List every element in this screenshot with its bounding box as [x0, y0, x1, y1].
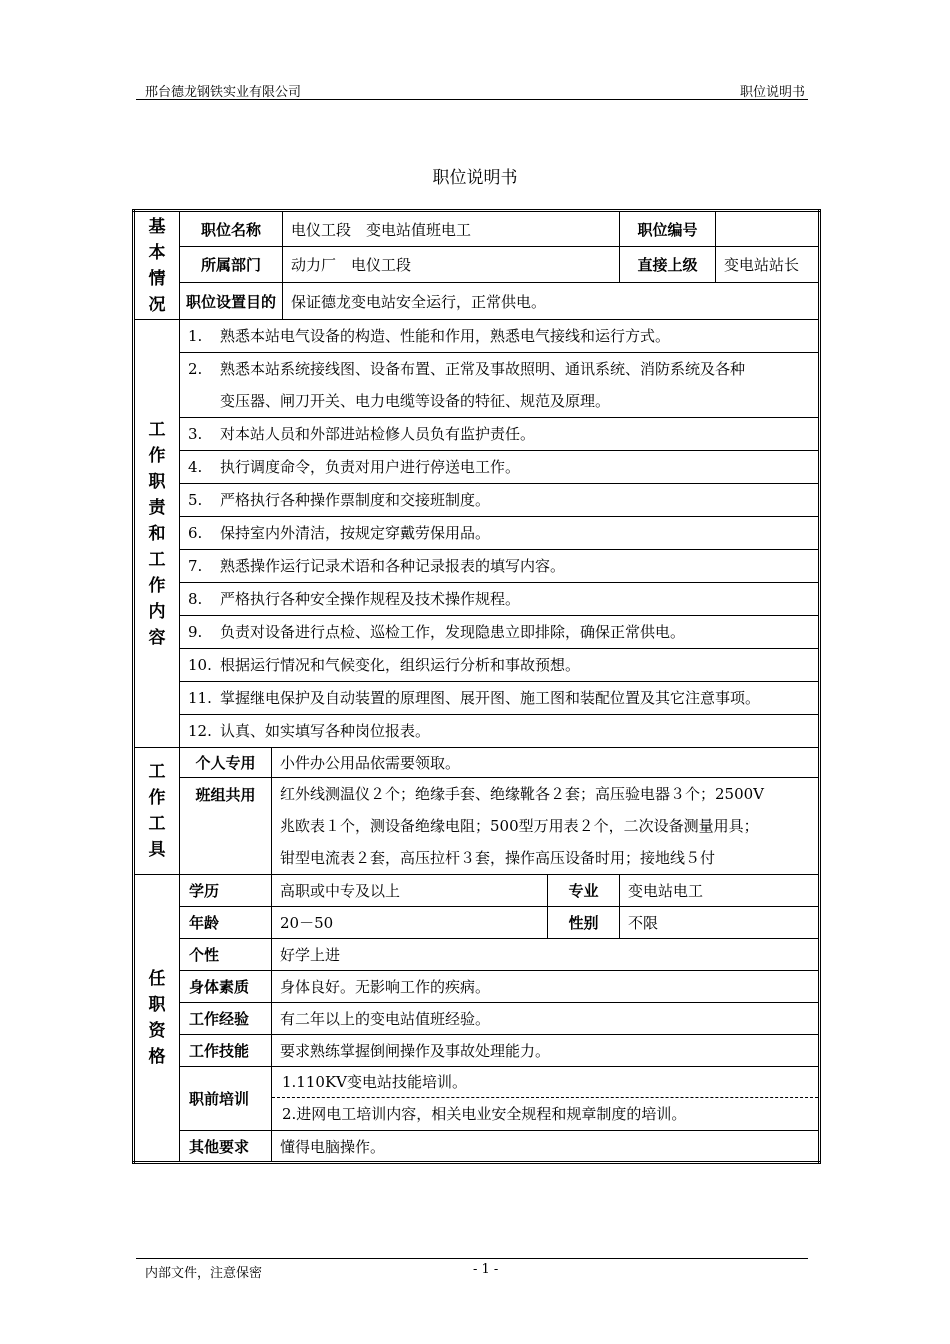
health-value: 身体良好。无影响工作的疾病。 [272, 971, 820, 1003]
duty-item: 9. 负责对设备进行点检、巡检工作，发现隐患立即排除，确保正常供电。 [180, 616, 820, 649]
superior-value: 变电站站长 [716, 247, 820, 283]
major-label: 专业 [548, 875, 620, 907]
duty-item: 4. 执行调度命令，负责对用户进行停送电工作。 [180, 451, 820, 484]
duty-item: 8. 严格执行各种安全操作规程及技术操作规程。 [180, 583, 820, 616]
training-value [272, 1067, 820, 1131]
personal-tools-label: 个人专用 [180, 748, 272, 778]
header-rule [136, 99, 808, 100]
major-value: 变电站电工 [620, 875, 820, 907]
page-number: - 1 - [473, 1262, 499, 1277]
duty-item: 7. 熟悉操作运行记录术语和各种记录报表的填写内容。 [180, 550, 820, 583]
section-basic: 基 本 情 况 [134, 211, 180, 320]
header-company: 邢台德龙钢铁实业有限公司 [145, 85, 302, 100]
section-qualifications: 任 职 资 格 [134, 875, 180, 1163]
health-label: 身体素质 [180, 971, 272, 1003]
skill-value: 要求熟练掌握倒闸操作及事故处理能力。 [272, 1035, 820, 1067]
age-label: 年龄 [180, 907, 272, 939]
document-title: 职位说明书 [432, 168, 518, 188]
superior-label: 直接上级 [620, 247, 716, 283]
footer-note: 内部文件，注意保密 [145, 1266, 263, 1281]
purpose-label: 职位设置目的 [180, 283, 283, 320]
footer-rule [136, 1258, 808, 1259]
education-value: 高职或中专及以上 [272, 875, 548, 907]
section-duties: 工 作 职 责 和 工 作 内 容 [134, 320, 180, 748]
job-no-value [716, 211, 820, 247]
personal-tools-value: 小件办公用品依需要领取。 [272, 748, 820, 778]
duty-item: 3. 对本站人员和外部进站检修人员负有监护责任。 [180, 418, 820, 451]
duty-item: 1. 熟悉本站电气设备的构造、性能和作用，熟悉电气接线和运行方式。 [180, 320, 820, 353]
experience-label: 工作经验 [180, 1003, 272, 1035]
dept-label: 所属部门 [180, 247, 283, 283]
duty-item: 12. 认真、如实填写各种岗位报表。 [180, 715, 820, 748]
gender-label: 性别 [548, 907, 620, 939]
personality-value: 好学上进 [272, 939, 820, 971]
purpose-value: 保证德龙变电站安全运行，正常供电。 [283, 283, 820, 320]
dept-value: 动力厂 电仪工段 [283, 247, 620, 283]
job-name-value: 电仪工段 变电站值班电工 [283, 211, 620, 247]
education-label: 学历 [180, 875, 272, 907]
header-doc-type: 职位说明书 [739, 85, 805, 100]
duty-item: 5. 严格执行各种操作票制度和交接班制度。 [180, 484, 820, 517]
personality-label: 个性 [180, 939, 272, 971]
team-tools-value: 红外线测温仪２个；绝缘手套、绝缘靴各２套；高压验电器３个；2500V 兆欧表１个，测设备绝缘电阻；500型万用表２个，二次设备测量用具； 钳型电流表２套，高压拉杆３套，操作高压设备时用；接地线５付 [272, 778, 820, 875]
job-description-table [132, 209, 821, 1164]
training-item: 1.110KV变电站技能培训。 [272, 1067, 818, 1098]
job-name-label: 职位名称 [180, 211, 283, 247]
experience-value: 有二年以上的变电站值班经验。 [272, 1003, 820, 1035]
skill-label: 工作技能 [180, 1035, 272, 1067]
duty-item: 11. 掌握继电保护及自动装置的原理图、展开图、施工图和装配位置及其它注意事项。 [180, 682, 820, 715]
training-label: 职前培训 [180, 1067, 272, 1131]
age-value: 20－50 [272, 907, 548, 939]
gender-value: 不限 [620, 907, 820, 939]
other-requirements-label: 其他要求 [180, 1131, 272, 1163]
duty-item: 6. 保持室内外清洁，按规定穿戴劳保用品。 [180, 517, 820, 550]
team-tools-label: 班组共用 [180, 778, 272, 875]
other-requirements-value: 懂得电脑操作。 [272, 1131, 820, 1163]
job-no-label: 职位编号 [620, 211, 716, 247]
training-item: 2.进网电工培训内容，相关电业安全规程和规章制度的培训。 [282, 1105, 687, 1123]
section-tools: 工 作 工 具 [134, 748, 180, 875]
duty-item: 2. 熟悉本站系统接线图、设备布置、正常及事故照明、通讯系统、消防系统及各种 变压器、闸刀开关、电力电缆等设备的特征、规范及原理。 [180, 353, 820, 418]
duty-item: 10. 根据运行情况和气候变化，组织运行分析和事故预想。 [180, 649, 820, 682]
